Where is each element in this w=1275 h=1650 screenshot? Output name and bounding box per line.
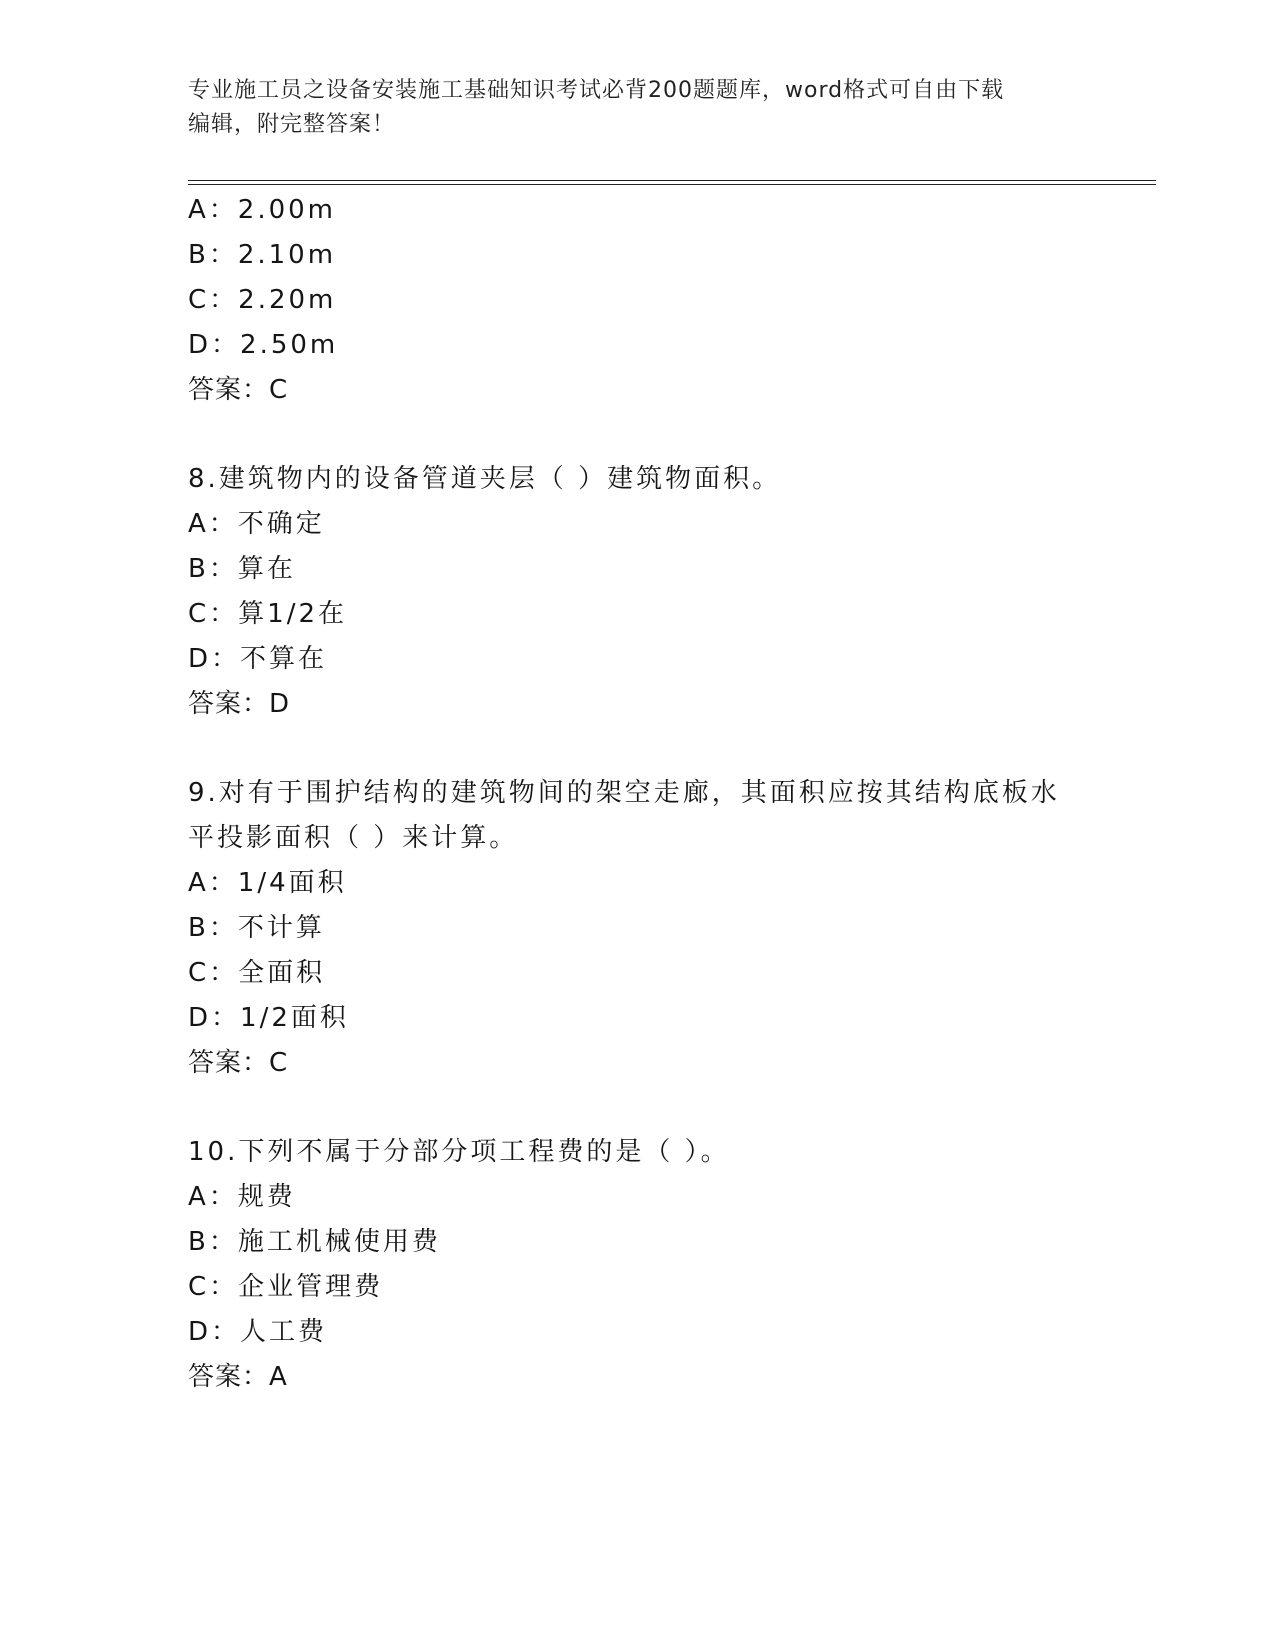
q10-option-a: A：规费 xyxy=(188,1182,296,1212)
header-divider-top xyxy=(188,180,1156,181)
q10-option-b: B：施工机械使用费 xyxy=(188,1227,441,1257)
header-title-line-1: 专业施工员之设备安装施工基础知识考试必背200题题库，word格式可自由下载 xyxy=(188,78,1005,103)
q10-option-d: D：人工费 xyxy=(188,1317,328,1347)
q10-option-c: C：企业管理费 xyxy=(188,1272,384,1302)
q9-option-a: A：1/4面积 xyxy=(188,868,347,898)
q9-answer: 答案：C xyxy=(188,1048,289,1078)
q9-stem-line-1: 9.对有于围护结构的建筑物间的架空走廊，其面积应按其结构底板水 xyxy=(188,778,1060,808)
q10-stem: 10.下列不属于分部分项工程费的是（ ）。 xyxy=(188,1137,730,1167)
q7-option-c: C：2.20m xyxy=(188,285,337,315)
q9-option-c: C：全面积 xyxy=(188,958,326,988)
q9-option-d: D：1/2面积 xyxy=(188,1003,349,1033)
q10-answer: 答案：A xyxy=(188,1362,288,1392)
q7-option-b: B：2.10m xyxy=(188,240,337,270)
q8-option-d: D：不算在 xyxy=(188,644,328,674)
q8-option-b: B：算在 xyxy=(188,554,296,584)
q8-stem: 8.建筑物内的设备管道夹层（ ）建筑物面积。 xyxy=(188,464,782,494)
header-divider-bottom xyxy=(188,184,1156,185)
q7-option-d: D：2.50m xyxy=(188,330,339,360)
document-header xyxy=(188,74,1088,142)
q8-option-c: C：算1/2在 xyxy=(188,599,347,629)
q7-option-a: A：2.00m xyxy=(188,195,337,225)
q7-answer: 答案：C xyxy=(188,375,289,405)
q8-option-a: A：不确定 xyxy=(188,509,325,539)
q9-stem-line-2: 平投影面积（ ）来计算。 xyxy=(188,823,519,853)
header-title-line-2: 编辑，附完整答案！ xyxy=(188,112,396,137)
q9-option-b: B：不计算 xyxy=(188,913,325,943)
q8-answer: 答案：D xyxy=(188,689,291,719)
